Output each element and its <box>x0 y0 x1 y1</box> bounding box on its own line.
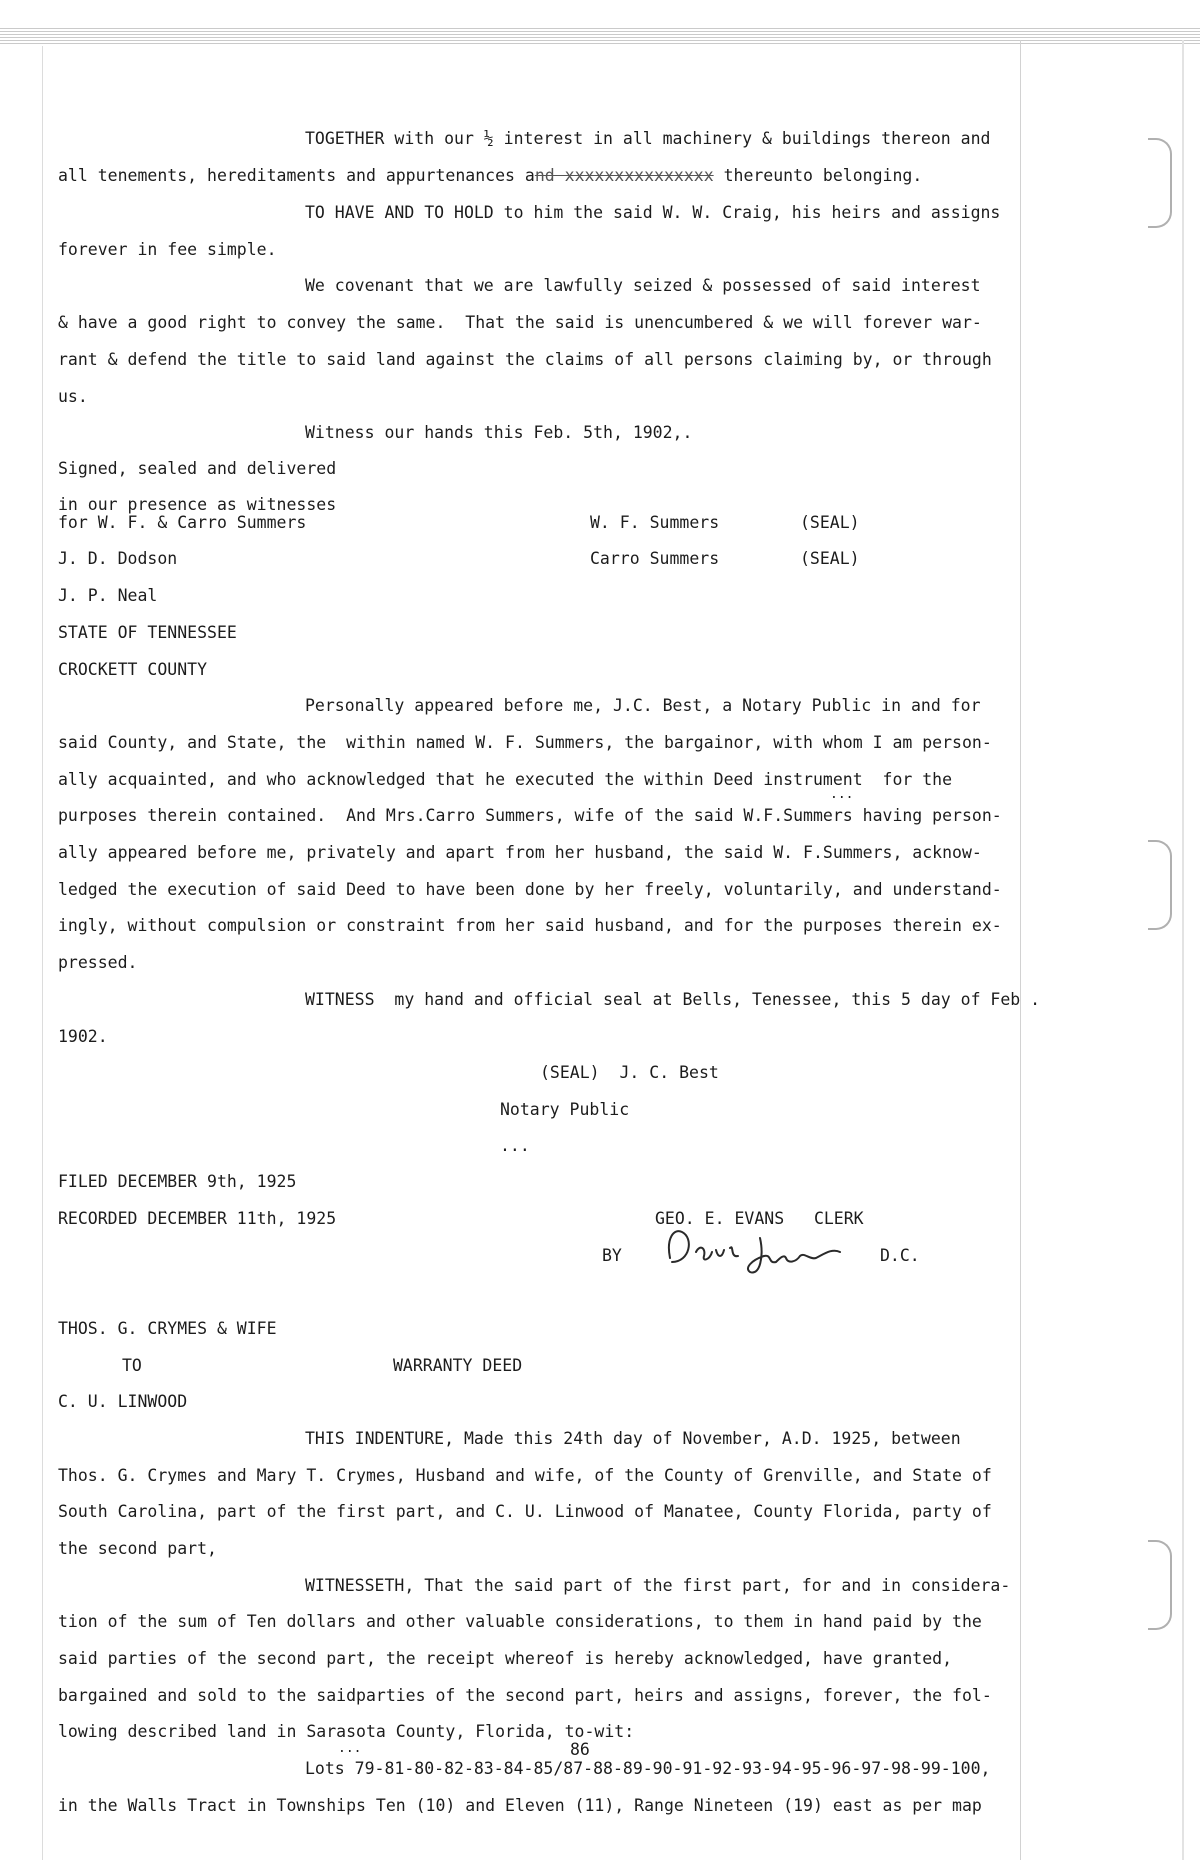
notary-year: 1902. <box>58 1027 108 1046</box>
ack-line-1: Personally appeared before me, J.C. Best, a Notary Public in and for <box>305 696 981 715</box>
witnesseth-line-2: tion of the sum of Ten dollars and other valuable considerations, to them in hand paid by the <box>58 1612 982 1631</box>
ack-line-6: ledged the execution of said Deed to have been done by her freely, voluntarily, and understand- <box>58 880 1002 899</box>
deed-title: WARRANTY DEED <box>393 1356 523 1375</box>
seal-2: (SEAL) <box>800 549 860 568</box>
witness-neal: J. P. Neal <box>58 586 158 605</box>
indenture-line-1: THIS INDENTURE, Made this 24th day of November, A.D. 1925, between <box>305 1429 961 1448</box>
signer-wf-summers: W. F. Summers <box>590 513 720 532</box>
seal-1: (SEAL) <box>800 513 860 532</box>
recorded-date: RECORDED DECEMBER 11th, 1925 <box>58 1209 337 1228</box>
insert-86: 86 <box>570 1740 590 1759</box>
page-edge <box>1182 40 1184 1860</box>
indenture-line-4: the second part, <box>58 1539 217 1558</box>
grantee-line: C. U. LINWOOD <box>58 1392 188 1411</box>
ack-line-7: ingly, without compulsion or constraint from her said husband, and for the purposes therein ex- <box>58 916 1002 935</box>
appurtenances-start: all tenements, hereditaments and appurtenances a <box>58 166 535 185</box>
witness-dodson: J. D. Dodson <box>58 549 178 568</box>
witnesseth-line-3: said parties of the second part, the receipt whereof is hereby acknowledged, have granted, <box>58 1649 953 1668</box>
indenture-line-3: South Carolina, part of the first part, and C. U. Linwood of Manatee, County Florida, party of <box>58 1502 992 1521</box>
notary-witness-line: WITNESS my hand and official seal at Bells, Tenessee, this 5 day of Feb . <box>305 990 1041 1009</box>
binder-ring-middle <box>1148 840 1172 930</box>
ack-line-5: ally appeared before me, privately and apart from her husband, the said W. F.Summers, acknow- <box>58 843 982 862</box>
habendum-line: TO HAVE AND TO HOLD to him the said W. W. Craig, his heirs and assigns <box>305 203 1001 222</box>
ellipsis-mark-3: ... <box>338 1741 362 1756</box>
covenant-line: We covenant that we are lawfully seized & possessed of said interest <box>305 276 981 295</box>
left-margin-rule <box>42 46 43 1860</box>
county-heading: CROCKETT COUNTY <box>58 660 208 679</box>
notary-seal-name: (SEAL) J. C. Best <box>540 1063 719 1082</box>
appurtenances-end: thereunto belonging. <box>713 166 923 185</box>
signer-carro-summers: Carro Summers <box>590 549 720 568</box>
in-presence-line: in our presence as witnesses <box>58 495 337 514</box>
witnesseth-line-5: lowing described land in Sarasota County, Florida, to-wit: <box>58 1722 635 1741</box>
deputy-clerk-label: D.C. <box>880 1246 920 1265</box>
ack-line-2: said County, and State, the within named W. F. Summers, the bargainor, with whom I am person- <box>58 733 992 752</box>
filed-date: FILED DECEMBER 9th, 1925 <box>58 1172 297 1191</box>
covenant-line-4: us. <box>58 387 88 406</box>
for-summers-line: for W. F. & Carro Summers <box>58 513 307 532</box>
together-line: TOGETHER with our ½ interest in all machinery & buildings thereon and <box>305 129 991 148</box>
state-heading: STATE OF TENNESSEE <box>58 623 237 642</box>
ellipsis-mark-2: ... <box>500 1136 530 1155</box>
indenture-line-2: Thos. G. Crymes and Mary T. Crymes, Husband and wife, of the County of Grenville, and State of <box>58 1466 992 1485</box>
appurtenances-line <box>58 166 922 186</box>
ack-line-4: purposes therein contained. And Mrs.Carro Summers, wife of the said W.F.Summers having person- <box>58 806 1002 825</box>
lots-line: Lots 79-81-80-82-83-84-85/87-88-89-90-91-92-93-94-95-96-97-98-99-100, <box>305 1759 991 1778</box>
binder-ring-bottom <box>1148 1540 1172 1630</box>
to-line: TO <box>122 1356 142 1375</box>
right-margin-rule <box>1020 40 1021 1860</box>
tract-line: in the Walls Tract in Townships Ten (10) and Eleven (11), Range Nineteen (19) east as per map <box>58 1796 982 1815</box>
witnesseth-line-1: WITNESSETH, That the said part of the first part, for and in considera- <box>305 1576 1011 1595</box>
deputy-clerk-signature <box>660 1218 860 1280</box>
covenant-line-3: rant & defend the title to said land against the claims of all persons claiming by, or through <box>58 350 992 369</box>
witness-hands-line: Witness our hands this Feb. 5th, 1902,. <box>305 423 693 442</box>
binder-ring-top <box>1148 138 1172 228</box>
ellipsis-mark-1: ... <box>830 787 854 802</box>
fee-simple-line: forever in fee simple. <box>58 240 277 259</box>
grantor-line: THOS. G. CRYMES & WIFE <box>58 1319 277 1338</box>
ack-line-3: ally acquainted, and who acknowledged that he executed the within Deed instrument for the <box>58 770 953 789</box>
covenant-line-2: & have a good right to convey the same. That the said is unencumbered & we will forever war- <box>58 313 982 332</box>
signed-sealed-line: Signed, sealed and delivered <box>58 459 337 478</box>
struck-text: nd xxxxxxxxxxxxxxx <box>534 166 714 185</box>
witnesseth-line-4: bargained and sold to the saidparties of the second part, heirs and assigns, forever, the fol- <box>58 1686 992 1705</box>
ack-line-8: pressed. <box>58 953 138 972</box>
clerk-name: GEO. E. EVANS CLERK <box>655 1209 864 1228</box>
notary-title: Notary Public <box>500 1100 630 1119</box>
by-label: BY <box>602 1246 622 1265</box>
